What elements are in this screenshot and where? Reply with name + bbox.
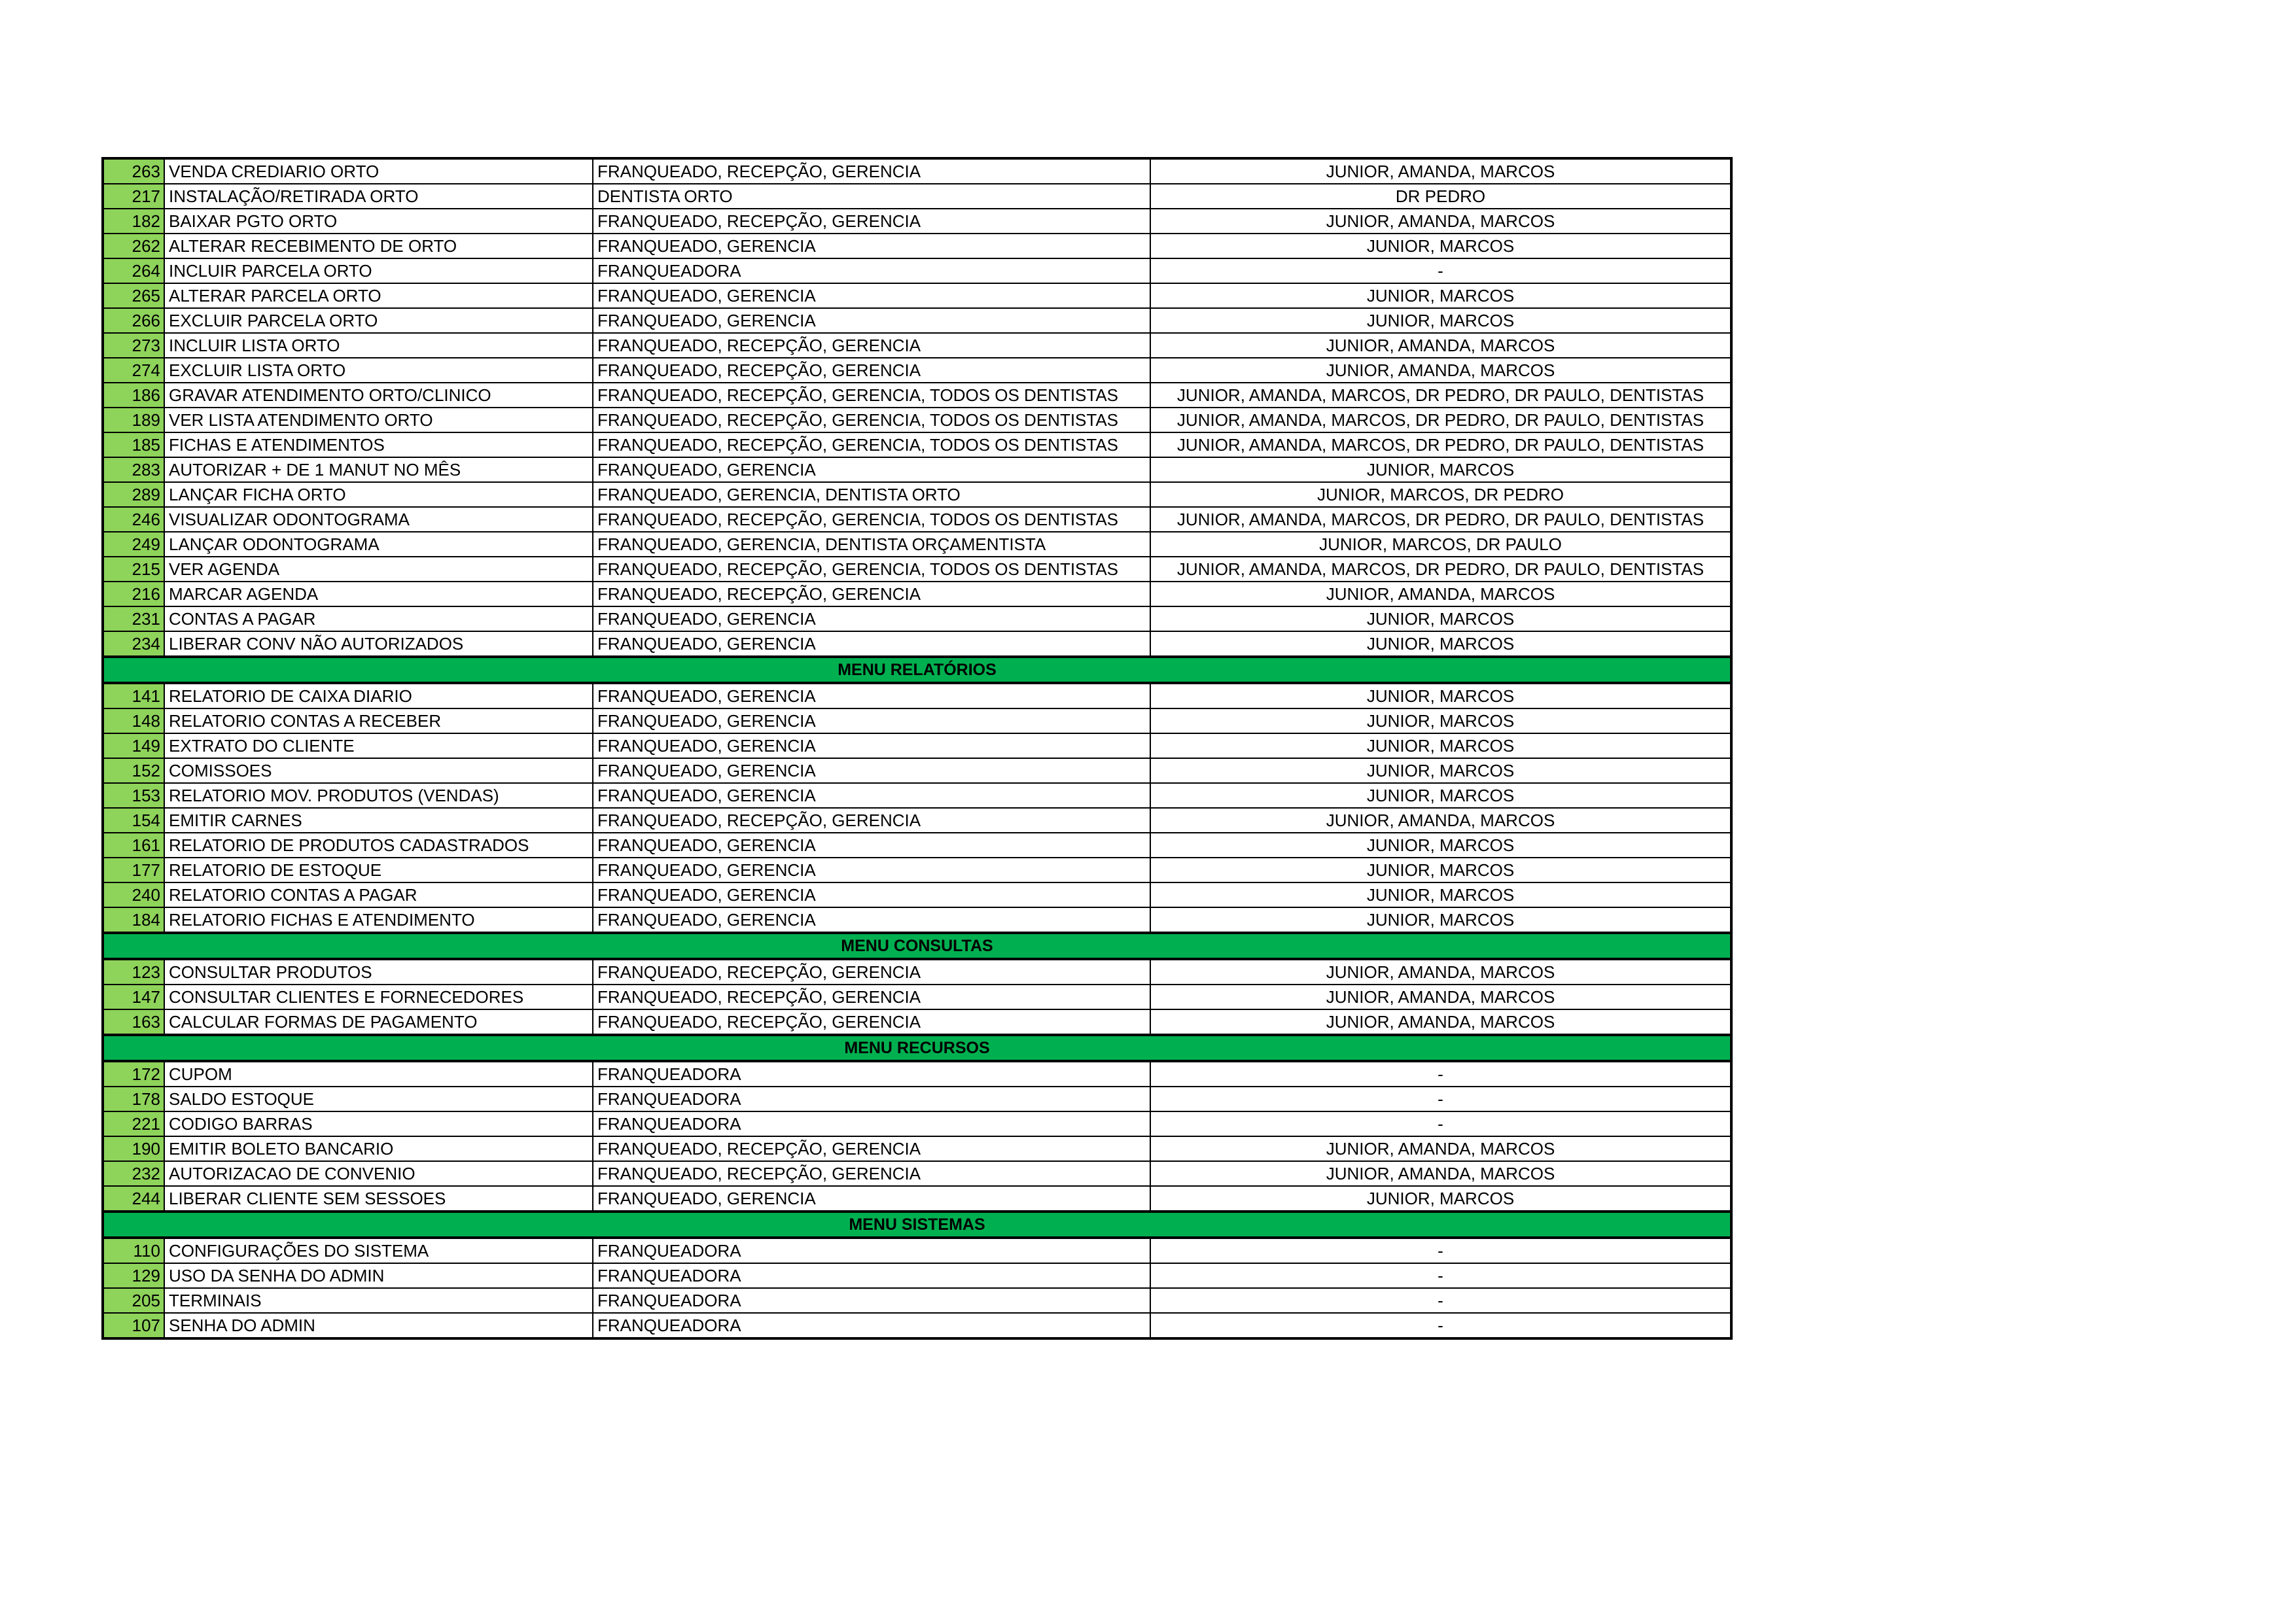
permission-name-cell: CALCULAR FORMAS DE PAGAMENTO [164,1009,593,1035]
permission-name-cell: CODIGO BARRAS [164,1111,593,1136]
table-row [103,959,1731,985]
users-cell: JUNIOR, MARCOS [1150,858,1731,882]
table-row [103,209,1731,234]
roles-cell: FRANQUEADO, RECEPÇÃO, GERENCIA [593,358,1150,383]
table-row [103,907,1731,933]
table-row [103,606,1731,631]
users-cell: JUNIOR, AMANDA, MARCOS [1150,985,1731,1009]
table-row [103,557,1731,582]
table-row [103,1087,1731,1111]
roles-cell: FRANQUEADO, RECEPÇÃO, GERENCIA [593,959,1150,985]
permission-id-cell: 161 [103,833,164,858]
users-cell: JUNIOR, MARCOS [1150,733,1731,758]
table-row [103,631,1731,657]
table-row [103,234,1731,258]
permission-id-cell: 163 [103,1009,164,1035]
roles-cell: FRANQUEADO, RECEPÇÃO, GERENCIA [593,1136,1150,1161]
permission-id-cell: 190 [103,1136,164,1161]
permission-id-cell: 263 [103,158,164,184]
section-header-row [103,933,1731,959]
section-header-row [103,1035,1731,1061]
permission-name-cell: USO DA SENHA DO ADMIN [164,1263,593,1288]
permission-id-cell: 264 [103,258,164,283]
permission-name-cell: EXCLUIR PARCELA ORTO [164,308,593,333]
table-row [103,833,1731,858]
permission-id-cell: 231 [103,606,164,631]
permission-name-cell: RELATORIO MOV. PRODUTOS (VENDAS) [164,783,593,808]
table-row [103,507,1731,532]
roles-cell: FRANQUEADORA [593,1238,1150,1263]
users-cell: JUNIOR, MARCOS, DR PEDRO [1150,482,1731,507]
roles-cell: FRANQUEADO, GERENCIA [593,606,1150,631]
permission-name-cell: LIBERAR CLIENTE SEM SESSOES [164,1186,593,1212]
roles-cell: FRANQUEADO, GERENCIA [593,733,1150,758]
permissions-table [101,157,1733,1340]
permission-name-cell: SALDO ESTOQUE [164,1087,593,1111]
permission-name-cell: LANÇAR FICHA ORTO [164,482,593,507]
users-cell: JUNIOR, AMANDA, MARCOS [1150,1009,1731,1035]
roles-cell: FRANQUEADO, GERENCIA [593,858,1150,882]
permission-id-cell: 149 [103,733,164,758]
users-cell: JUNIOR, AMANDA, MARCOS, DR PEDRO, DR PAULO, DENTISTAS [1150,383,1731,408]
table-row [103,1313,1731,1338]
permission-name-cell: RELATORIO CONTAS A RECEBER [164,708,593,733]
users-cell: JUNIOR, AMANDA, MARCOS [1150,358,1731,383]
users-cell: JUNIOR, MARCOS [1150,234,1731,258]
permission-name-cell: AUTORIZAR + DE 1 MANUT NO MÊS [164,457,593,482]
permission-name-cell: RELATORIO DE CAIXA DIARIO [164,683,593,708]
section-header-row [103,657,1731,683]
permission-name-cell: TERMINAIS [164,1288,593,1313]
permission-id-cell: 110 [103,1238,164,1263]
table-row [103,733,1731,758]
users-cell: JUNIOR, MARCOS [1150,758,1731,783]
permission-id-cell: 184 [103,907,164,933]
table-row [103,708,1731,733]
table-row [103,358,1731,383]
roles-cell: FRANQUEADO, RECEPÇÃO, GERENCIA, TODOS OS DENTISTAS [593,432,1150,457]
permission-name-cell: INSTALAÇÃO/RETIRADA ORTO [164,184,593,209]
users-cell: JUNIOR, AMANDA, MARCOS, DR PEDRO, DR PAULO, DENTISTAS [1150,557,1731,582]
permission-id-cell: 234 [103,631,164,657]
permission-id-cell: 148 [103,708,164,733]
users-cell: - [1150,258,1731,283]
permission-name-cell: ALTERAR PARCELA ORTO [164,283,593,308]
users-cell: JUNIOR, AMANDA, MARCOS [1150,158,1731,184]
permission-id-cell: 141 [103,683,164,708]
table-row [103,532,1731,557]
users-cell: JUNIOR, MARCOS [1150,708,1731,733]
permission-id-cell: 273 [103,333,164,358]
users-cell: JUNIOR, AMANDA, MARCOS [1150,209,1731,234]
users-cell: - [1150,1263,1731,1288]
users-cell: - [1150,1087,1731,1111]
permission-name-cell: CONSULTAR CLIENTES E FORNECEDORES [164,985,593,1009]
permission-id-cell: 185 [103,432,164,457]
table-row [103,184,1731,209]
roles-cell: FRANQUEADORA [593,1288,1150,1313]
users-cell: JUNIOR, MARCOS [1150,882,1731,907]
permission-name-cell: BAIXAR PGTO ORTO [164,209,593,234]
roles-cell: FRANQUEADO, RECEPÇÃO, GERENCIA, TODOS OS DENTISTAS [593,557,1150,582]
users-cell: JUNIOR, AMANDA, MARCOS [1150,959,1731,985]
permission-id-cell: 246 [103,507,164,532]
users-cell: JUNIOR, MARCOS [1150,783,1731,808]
table-row [103,783,1731,808]
permission-name-cell: VENDA CREDIARIO ORTO [164,158,593,184]
table-row [103,457,1731,482]
permission-name-cell: LIBERAR CONV NÃO AUTORIZADOS [164,631,593,657]
roles-cell: FRANQUEADORA [593,1263,1150,1288]
permission-name-cell: RELATORIO CONTAS A PAGAR [164,882,593,907]
roles-cell: FRANQUEADO, GERENCIA, DENTISTA ORTO [593,482,1150,507]
roles-cell: FRANQUEADO, GERENCIA [593,833,1150,858]
permission-name-cell: VER AGENDA [164,557,593,582]
table-row [103,308,1731,333]
users-cell: JUNIOR, MARCOS [1150,683,1731,708]
permission-id-cell: 154 [103,808,164,833]
permission-id-cell: 107 [103,1313,164,1338]
users-cell: JUNIOR, MARCOS [1150,457,1731,482]
permission-name-cell: MARCAR AGENDA [164,582,593,606]
permission-name-cell: EXTRATO DO CLIENTE [164,733,593,758]
users-cell: JUNIOR, MARCOS [1150,907,1731,933]
roles-cell: FRANQUEADORA [593,1111,1150,1136]
table-row [103,158,1731,184]
roles-cell: FRANQUEADO, GERENCIA [593,758,1150,783]
permission-name-cell: CONTAS A PAGAR [164,606,593,631]
permission-id-cell: 274 [103,358,164,383]
permission-id-cell: 232 [103,1161,164,1186]
roles-cell: FRANQUEADO, RECEPÇÃO, GERENCIA [593,985,1150,1009]
permission-name-cell: EMITIR BOLETO BANCARIO [164,1136,593,1161]
permission-name-cell: EXCLUIR LISTA ORTO [164,358,593,383]
users-cell: JUNIOR, AMANDA, MARCOS [1150,582,1731,606]
section-header-row [103,1212,1731,1238]
table-row [103,1136,1731,1161]
users-cell: JUNIOR, AMANDA, MARCOS [1150,1161,1731,1186]
roles-cell: FRANQUEADO, GERENCIA [593,907,1150,933]
users-cell: - [1150,1238,1731,1263]
permission-name-cell: CUPOM [164,1061,593,1087]
users-cell: - [1150,1288,1731,1313]
permission-name-cell: RELATORIO DE PRODUTOS CADASTRADOS [164,833,593,858]
table-row [103,408,1731,432]
section-title: MENU RELATÓRIOS [103,657,1731,683]
permission-id-cell: 123 [103,959,164,985]
roles-cell: FRANQUEADORA [593,1061,1150,1087]
roles-cell: FRANQUEADO, RECEPÇÃO, GERENCIA, TODOS OS DENTISTAS [593,383,1150,408]
users-cell: JUNIOR, MARCOS [1150,1186,1731,1212]
table-row [103,1061,1731,1087]
table-row [103,582,1731,606]
section-title: MENU SISTEMAS [103,1212,1731,1238]
table-row [103,333,1731,358]
table-row [103,258,1731,283]
permission-id-cell: 283 [103,457,164,482]
table-row [103,1263,1731,1288]
section-title: MENU RECURSOS [103,1035,1731,1061]
table-row [103,758,1731,783]
permission-id-cell: 186 [103,383,164,408]
roles-cell: FRANQUEADO, RECEPÇÃO, GERENCIA [593,209,1150,234]
roles-cell: FRANQUEADO, GERENCIA [593,1186,1150,1212]
roles-cell: FRANQUEADORA [593,1313,1150,1338]
users-cell: JUNIOR, AMANDA, MARCOS, DR PEDRO, DR PAULO, DENTISTAS [1150,408,1731,432]
permission-name-cell: COMISSOES [164,758,593,783]
permission-name-cell: VISUALIZAR ODONTOGRAMA [164,507,593,532]
users-cell: JUNIOR, AMANDA, MARCOS [1150,808,1731,833]
users-cell: JUNIOR, MARCOS [1150,833,1731,858]
roles-cell: FRANQUEADO, GERENCIA [593,234,1150,258]
roles-cell: FRANQUEADO, GERENCIA [593,631,1150,657]
users-cell: JUNIOR, AMANDA, MARCOS [1150,333,1731,358]
roles-cell: FRANQUEADO, RECEPÇÃO, GERENCIA, TODOS OS DENTISTAS [593,408,1150,432]
table-row [103,383,1731,408]
permission-id-cell: 265 [103,283,164,308]
roles-cell: FRANQUEADO, RECEPÇÃO, GERENCIA [593,158,1150,184]
roles-cell: DENTISTA ORTO [593,184,1150,209]
users-cell: JUNIOR, AMANDA, MARCOS [1150,1136,1731,1161]
permission-name-cell: EMITIR CARNES [164,808,593,833]
permission-id-cell: 217 [103,184,164,209]
permission-id-cell: 205 [103,1288,164,1313]
permission-id-cell: 177 [103,858,164,882]
table-row [103,283,1731,308]
roles-cell: FRANQUEADO, RECEPÇÃO, GERENCIA [593,808,1150,833]
users-cell: JUNIOR, MARCOS [1150,606,1731,631]
permission-id-cell: 129 [103,1263,164,1288]
permission-id-cell: 289 [103,482,164,507]
roles-cell: FRANQUEADO, RECEPÇÃO, GERENCIA [593,582,1150,606]
roles-cell: FRANQUEADO, GERENCIA [593,283,1150,308]
users-cell: JUNIOR, AMANDA, MARCOS, DR PEDRO, DR PAULO, DENTISTAS [1150,507,1731,532]
table-row [103,985,1731,1009]
roles-cell: FRANQUEADO, GERENCIA [593,683,1150,708]
permission-id-cell: 249 [103,532,164,557]
permission-name-cell: SENHA DO ADMIN [164,1313,593,1338]
users-cell: - [1150,1061,1731,1087]
table-row [103,1161,1731,1186]
permission-id-cell: 266 [103,308,164,333]
permission-name-cell: RELATORIO DE ESTOQUE [164,858,593,882]
section-title: MENU CONSULTAS [103,933,1731,959]
roles-cell: FRANQUEADO, GERENCIA [593,882,1150,907]
permission-name-cell: CONFIGURAÇÕES DO SISTEMA [164,1238,593,1263]
users-cell: JUNIOR, MARCOS [1150,308,1731,333]
permission-name-cell: CONSULTAR PRODUTOS [164,959,593,985]
permission-name-cell: LANÇAR ODONTOGRAMA [164,532,593,557]
permission-name-cell: ALTERAR RECEBIMENTO DE ORTO [164,234,593,258]
table-row [103,1238,1731,1263]
table-row [103,432,1731,457]
table-row [103,1186,1731,1212]
permission-id-cell: 244 [103,1186,164,1212]
permission-id-cell: 182 [103,209,164,234]
permission-name-cell: GRAVAR ATENDIMENTO ORTO/CLINICO [164,383,593,408]
users-cell: - [1150,1313,1731,1338]
table-row [103,1111,1731,1136]
permission-id-cell: 153 [103,783,164,808]
permissions-table-body [103,158,1731,1338]
permission-id-cell: 178 [103,1087,164,1111]
roles-cell: FRANQUEADO, RECEPÇÃO, GERENCIA [593,1161,1150,1186]
permission-id-cell: 189 [103,408,164,432]
table-row [103,858,1731,882]
roles-cell: FRANQUEADO, GERENCIA [593,783,1150,808]
permission-id-cell: 240 [103,882,164,907]
roles-cell: FRANQUEADO, RECEPÇÃO, GERENCIA [593,1009,1150,1035]
permission-id-cell: 172 [103,1061,164,1087]
permission-name-cell: INCLUIR PARCELA ORTO [164,258,593,283]
table-row [103,482,1731,507]
permission-id-cell: 152 [103,758,164,783]
table-row [103,1009,1731,1035]
table-row [103,882,1731,907]
roles-cell: FRANQUEADO, RECEPÇÃO, GERENCIA, TODOS OS DENTISTAS [593,507,1150,532]
permission-name-cell: INCLUIR LISTA ORTO [164,333,593,358]
permission-name-cell: VER LISTA ATENDIMENTO ORTO [164,408,593,432]
users-cell: DR PEDRO [1150,184,1731,209]
roles-cell: FRANQUEADO, GERENCIA [593,457,1150,482]
table-row [103,808,1731,833]
permission-id-cell: 215 [103,557,164,582]
permission-id-cell: 147 [103,985,164,1009]
permission-id-cell: 262 [103,234,164,258]
permission-name-cell: AUTORIZACAO DE CONVENIO [164,1161,593,1186]
permission-id-cell: 221 [103,1111,164,1136]
table-row [103,683,1731,708]
table-row [103,1288,1731,1313]
roles-cell: FRANQUEADO, GERENCIA, DENTISTA ORÇAMENTISTA [593,532,1150,557]
users-cell: - [1150,1111,1731,1136]
users-cell: JUNIOR, AMANDA, MARCOS, DR PEDRO, DR PAULO, DENTISTAS [1150,432,1731,457]
roles-cell: FRANQUEADO, GERENCIA [593,308,1150,333]
roles-cell: FRANQUEADORA [593,258,1150,283]
roles-cell: FRANQUEADORA [593,1087,1150,1111]
roles-cell: FRANQUEADO, GERENCIA [593,708,1150,733]
users-cell: JUNIOR, MARCOS, DR PAULO [1150,532,1731,557]
users-cell: JUNIOR, MARCOS [1150,631,1731,657]
permission-name-cell: FICHAS E ATENDIMENTOS [164,432,593,457]
users-cell: JUNIOR, MARCOS [1150,283,1731,308]
roles-cell: FRANQUEADO, RECEPÇÃO, GERENCIA [593,333,1150,358]
permission-name-cell: RELATORIO FICHAS E ATENDIMENTO [164,907,593,933]
permission-id-cell: 216 [103,582,164,606]
